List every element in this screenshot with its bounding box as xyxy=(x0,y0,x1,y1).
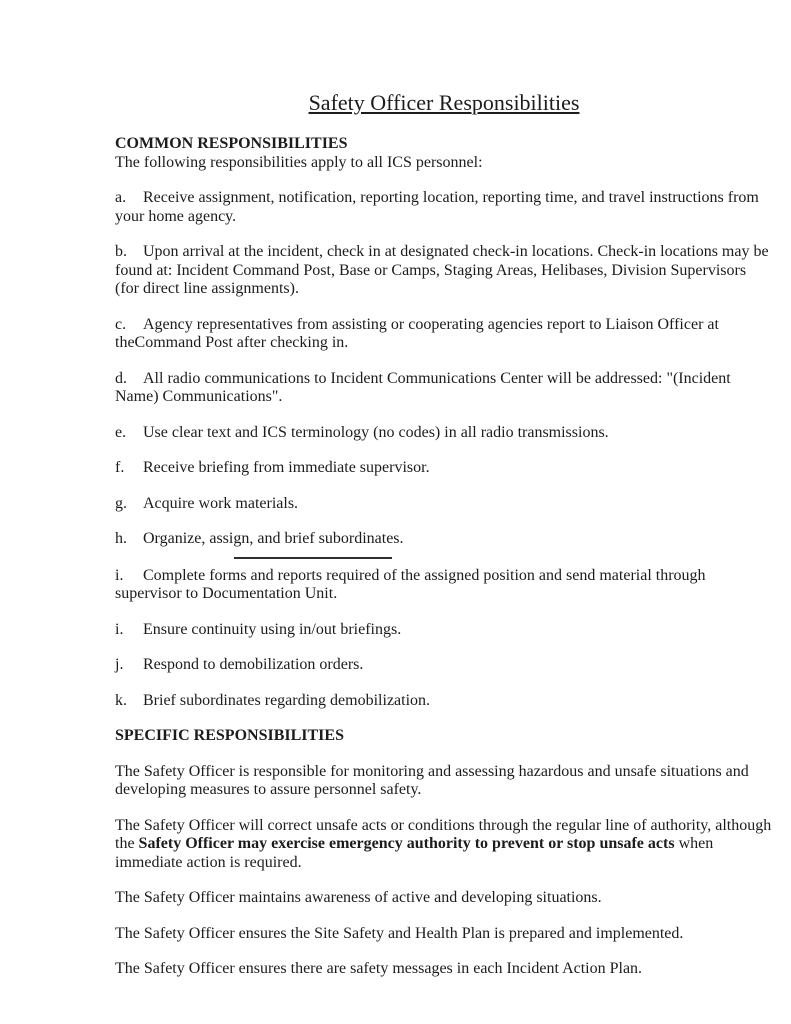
specific-paragraph-1 xyxy=(115,763,773,800)
list-item-text: All radio communications to Incident Communications Center will be addressed: "(Incident Name) Communications". xyxy=(115,369,731,405)
list-item-text: Agency representatives from assisting or cooperating agencies report to Liaison Officer at theCommand Post after checking in. xyxy=(115,315,719,351)
list-item-label: a. xyxy=(115,189,127,206)
list-item-text: Use clear text and ICS terminology (no codes) in all radio transmissions. xyxy=(143,423,609,441)
list-item-text: Upon arrival at the incident, check in at designated check-in locations. Check-in locations may be found at: Incident Command Post, Base or Camps, Staging Areas, Helibases, Division Supervisors (for direct line assignments). xyxy=(115,243,769,297)
page-title: Safety Officer Responsibilities xyxy=(308,90,580,115)
list-item-text: Brief subordinates regarding demobilization. xyxy=(143,691,431,709)
list-item-text: Receive briefing from immediate supervisor. xyxy=(143,459,430,476)
list-item-label: j. xyxy=(115,656,124,673)
paragraph-text: The Safety Officer is responsible for monitoring and assessing hazardous and unsafe situations and developing measures to assure personnel safety. xyxy=(115,762,749,798)
list-item-text: Receive assignment, notification, reporting location, reporting time, and travel instructions from your home agency. xyxy=(115,189,759,225)
list-item-c xyxy=(115,316,773,353)
specific-paragraph-2 xyxy=(115,817,773,873)
list-item-label: h. xyxy=(115,530,127,547)
paragraph-text: The Safety Officer ensures the Site Safety and Health Plan is prepared and implemented. xyxy=(115,924,684,942)
specific-paragraph-4 xyxy=(115,925,773,944)
list-item-text: Respond to demobilization orders. xyxy=(143,656,364,673)
paragraph-text: when immediate action is required. xyxy=(115,835,714,871)
list-item-text: Organize, assign, and brief subordinates. xyxy=(143,530,404,547)
list-item-label: b. xyxy=(115,243,127,260)
document-content xyxy=(115,90,773,979)
paragraph-text: The Safety Officer ensures there are safety messages in each Incident Action Plan. xyxy=(115,960,643,977)
paragraph-bold-text: Safety Officer may exercise emergency authority to prevent or stop unsafe acts xyxy=(138,835,675,852)
list-item-e xyxy=(115,424,773,443)
common-responsibilities-heading: COMMON RESPONSIBILITIES xyxy=(115,135,348,152)
divider-line xyxy=(234,557,392,559)
list-item-label: d. xyxy=(115,369,127,387)
list-item-b xyxy=(115,243,773,299)
list-item-a xyxy=(115,189,773,226)
list-item-text: Complete forms and reports required of the assigned position and send material through supervisor to Documentation Unit. xyxy=(115,566,706,602)
list-item-text: Acquire work materials. xyxy=(143,494,299,512)
specific-paragraph-5 xyxy=(115,960,773,979)
list-item-f xyxy=(115,459,773,478)
list-item-label: e. xyxy=(115,423,127,441)
common-intro-text: The following responsibilities apply to all ICS personnel: xyxy=(115,153,483,171)
list-item-i1 xyxy=(115,567,773,604)
list-item-j xyxy=(115,656,773,675)
list-item-text: Ensure continuity using in/out briefings. xyxy=(143,620,402,638)
list-item-label: i. xyxy=(115,566,124,584)
list-item-k xyxy=(115,692,773,711)
paragraph-text: The Safety Officer will correct unsafe acts or conditions through the regular line of authority, although the xyxy=(115,816,772,852)
list-item-i2 xyxy=(115,621,773,640)
list-item-h xyxy=(115,530,773,549)
list-item-d xyxy=(115,370,773,407)
list-item-label: k. xyxy=(115,691,127,709)
specific-paragraph-3 xyxy=(115,889,773,908)
list-item-g xyxy=(115,495,773,514)
list-item-label: g. xyxy=(115,494,127,512)
specific-responsibilities-heading: SPECIFIC RESPONSIBILITIES xyxy=(115,727,344,744)
list-item-label: i. xyxy=(115,620,124,638)
paragraph-text: The Safety Officer maintains awareness of active and developing situations. xyxy=(115,889,602,906)
list-item-label: c. xyxy=(115,315,127,333)
list-item-label: f. xyxy=(115,459,125,476)
